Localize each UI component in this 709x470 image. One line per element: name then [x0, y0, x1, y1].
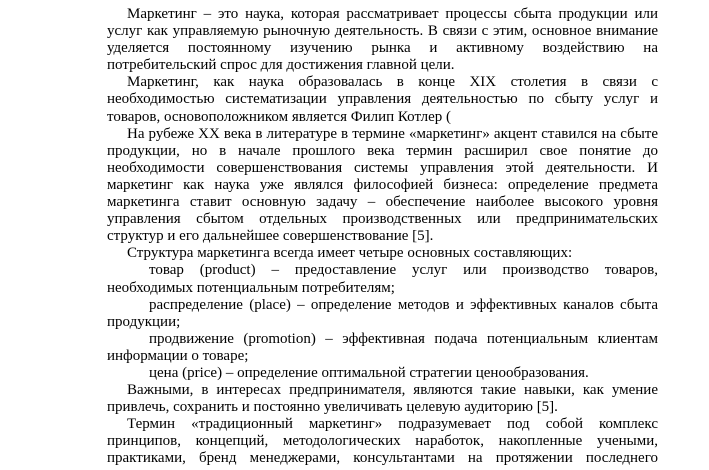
- list-item-product: товар (product) – предоставление услуг или производство товаров, необходимых потенциальным потребителям;: [107, 262, 658, 296]
- paragraph-traditional-marketing: Термин «традиционный маркетинг» подразумевает под собой комплекс принципов, концепций, методологических наработок, накопленные учеными, практиками, бренд менеджерами, консультантами на протяжении последнего: [107, 416, 658, 467]
- paragraph-marketing-definition: Маркетинг – это наука, которая рассматривает процессы сбыта продукции или услуг как управляемую рыночную деятельность. В связи с этим, основное внимание уделяется постоянному изучению рынка и активному воздействию на потребительский спрос для достижения главной цели.: [107, 6, 658, 74]
- paragraph-marketing-structure: Структура маркетинга всегда имеет четыре основных составляющих:: [127, 245, 573, 262]
- document-body: [107, 6, 658, 468]
- paragraph-entrepreneur-skills: Важными, в интересах предпринимателя, являются такие навыки, как умение привлечь, сохранить и постоянно увеличивать целевую аудиторию [5].: [107, 382, 658, 416]
- paragraph-marketing-origin: Маркетинг, как наука образовалась в конце XIX столетия в связи с необходимостью систематизации управления деятельностью по сбыту услуг и товаров, основоположником является Филип Котлер (: [107, 74, 658, 125]
- list-item-place: распределение (place) – определение методов и эффективных каналов сбыта продукции;: [107, 296, 658, 330]
- list-item-price: цена (price) – определение оптимальной стратегии ценообразования.: [149, 364, 589, 381]
- list-item-promotion: продвижение (promotion) – эффективная подача потенциальным клиентам информации о товаре;: [107, 330, 658, 364]
- paragraph-marketing-history: На рубеже XX века в литературе в термине «маркетинг» акцент ставился на сбыте продукции, но в начале прошлого века термин расширил свое понятие до необходимости совершенствования системы управления этой деятельности. И маркетинг как наука уже являлся философией бизнеса: определение предмета маркетинга ставит основную задачу – обеспечение наиболее высокого уровня управления сбытом отдельных производственных или предпринимательских структур и его дальнейшее совершенствование [5].: [107, 125, 658, 245]
